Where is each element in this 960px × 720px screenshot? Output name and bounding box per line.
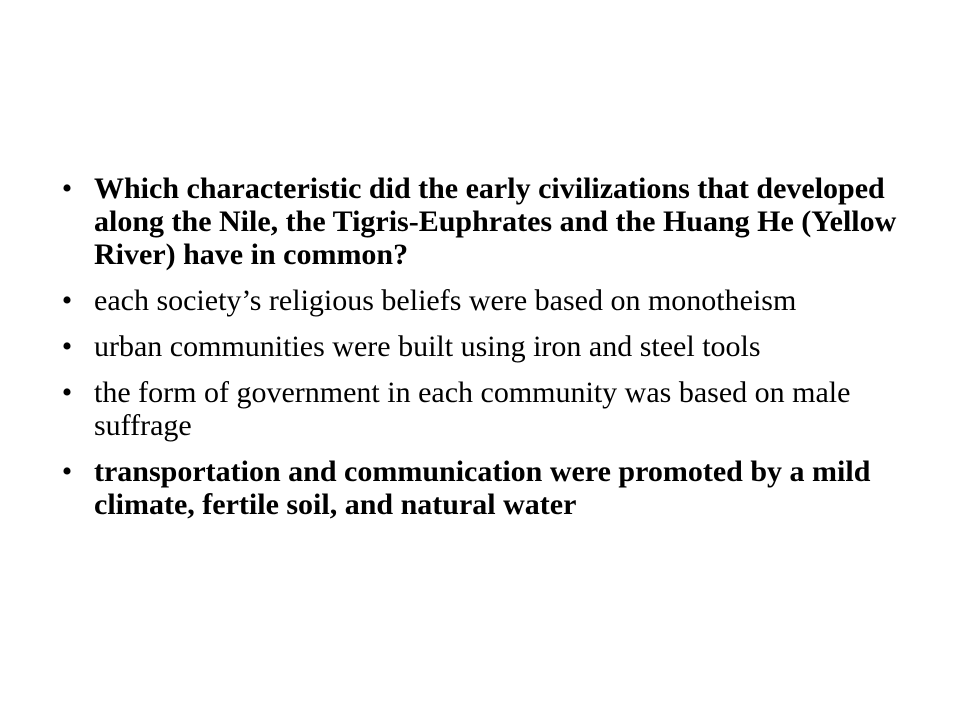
bullet-icon: • [61,376,73,409]
answer-option-3 [56,376,906,442]
answer-option-text: each society’s religious beliefs were based on monotheism [94,284,797,317]
answer-option-text: urban communities were built using iron and steel tools [94,330,761,363]
question-bullet [56,172,906,271]
bullet-icon: • [61,284,73,317]
bullet-icon: • [61,330,73,363]
question-text: Which characteristic did the early civilizations that developed along the Nile, the Tigris-Euphrates and the Huang He (Yellow River) have in common? [94,172,897,271]
answer-option-4-correct [56,455,906,521]
answer-option-1 [56,284,906,317]
answer-option-text: the form of government in each community was based on male suffrage [94,376,851,442]
bullet-list [56,172,906,534]
bullet-icon: • [61,455,73,488]
answer-option-2 [56,330,906,363]
bullet-icon: • [61,172,73,205]
answer-option-text: transportation and communication were promoted by a mild climate, fertile soil, and natural water [94,455,871,521]
